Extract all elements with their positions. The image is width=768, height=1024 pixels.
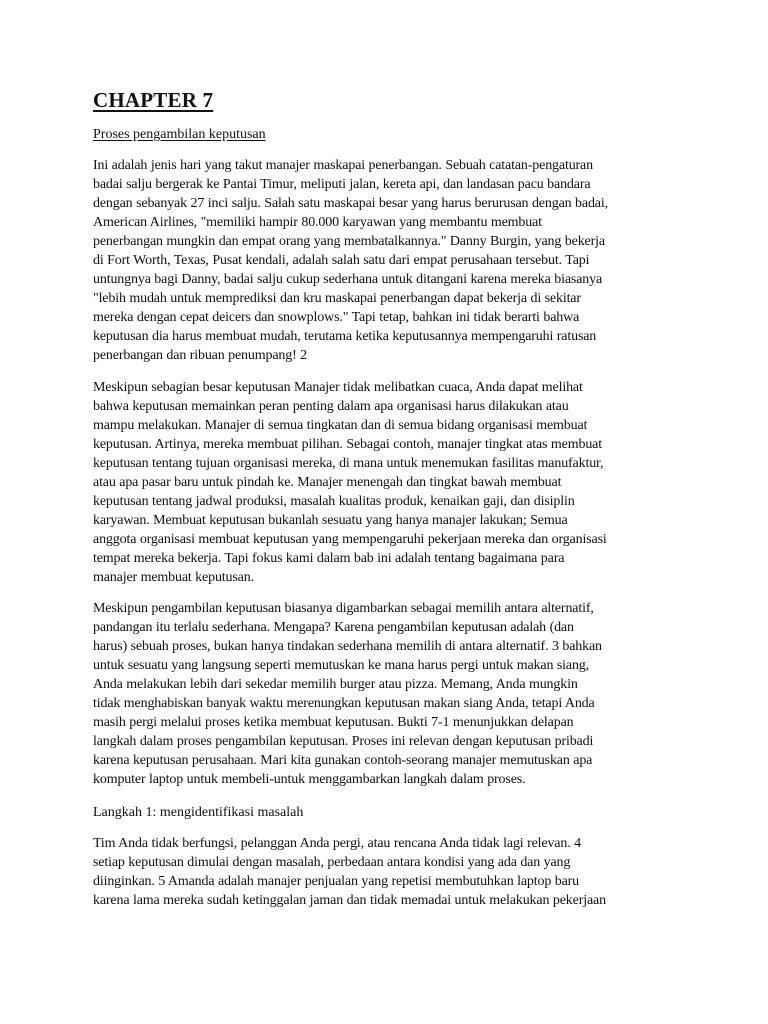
paragraph-line: badai salju bergerak ke Pantai Timur, meliputi jalan, kereta api, dan landasan pacu bandara [93,177,591,193]
paragraph-line: Anda melakukan lebih dari sekedar memilih burger atau pizza. Memang, Anda mungkin [93,677,578,693]
paragraph-line: bahwa keputusan memainkan peran penting dalam apa organisasi harus dilakukan atau [93,398,569,414]
paragraph-1 [93,156,678,366]
section-subtitle: Proses pengambilan keputusan [93,127,266,142]
paragraph-line: karyawan. Membuat keputusan bukanlah sesuatu yang hanya manajer lakukan; Semua [93,512,568,528]
paragraph-line: di Fort Worth, Texas, Pusat kendali, adalah salah satu dari empat perusahaan tersebut. Tapi [93,253,590,269]
paragraph-line: anggota organisasi membuat keputusan yang mempengaruhi pekerjaan mereka dan organisasi [93,531,607,547]
paragraph-line: manajer membuat keputusan. [93,569,254,585]
paragraph-line: American Airlines, "memiliki hampir 80.000 karyawan yang membantu membuat [93,215,542,231]
paragraph-2 [93,378,678,588]
paragraph-line: keputusan tentang jadwal produksi, masalah kualitas produk, kenaikan gaji, dan disiplin [93,493,575,509]
paragraph-line: Meskipun sebagian besar keputusan Manajer tidak melibatkan cuaca, Anda dapat melihat [93,379,583,395]
paragraph-line: dengan sebanyak 27 inci salju. Salah satu maskapai besar yang harus berurusan dengan badai, [93,196,608,212]
paragraph-line: untuk sesuatu yang langsung seperti memutuskan ke mana harus pergi untuk makan siang, [93,658,590,674]
paragraph-line: tempat mereka bekerja. Tapi fokus kami dalam bab ini adalah tentang bagaimana para [93,550,565,566]
paragraph-line: penerbangan mungkin dan empat orang yang membatalkannya." Danny Burgin, yang bekerja [93,234,605,250]
paragraph-line: mampu melakukan. Manajer di semua tingkatan dan di semua bidang organisasi membuat [93,417,588,433]
chapter-title: CHAPTER 7 [93,88,214,112]
paragraph-line: harus) sebuah proses, bukan hanya tindakan sederhana memilih di antara alternatif. 3 bahkan [93,639,602,655]
paragraph-3 [93,599,678,789]
paragraph-line: komputer laptop untuk membeli-untuk menggambarkan langkah dalam proses. [93,772,526,788]
paragraph-line: Meskipun pengambilan keputusan biasanya digambarkan sebagai memilih antara alternatif, [93,601,594,617]
paragraph-line: atau apa pasar baru untuk pindah ke. Manajer menengah dan tingkat bawah membuat [93,474,562,490]
document-body [93,86,678,910]
paragraph-line: pandangan itu terlalu sederhana. Mengapa? Karena pengambilan keputusan adalah (dan [93,620,574,636]
paragraph-line: penerbangan dan ribuan penumpang! 2 [93,348,308,364]
paragraph-line: mereka dengan cepat deicers dan snowplows." Tapi tetap, bahkan ini tidak berarti bahwa [93,310,580,326]
paragraph-line: keputusan dia harus membuat mudah, terutama ketika keputusannya mempengaruhi ratusan [93,329,597,345]
paragraph-line: karena lama mereka sudah ketinggalan jaman dan tidak memadai untuk melakukan pekerjaan [93,892,606,908]
paragraph-line: diinginkan. 5 Amanda adalah manajer penjualan yang repetisi membutuhkan laptop baru [93,873,580,889]
paragraph-line: untungnya bagi Danny, badai salju cukup sederhana untuk ditangani karena mereka biasanya [93,272,603,288]
paragraph-line: Tim Anda tidak berfungsi, pelanggan Anda pergi, atau rencana Anda tidak lagi relevan. 4 [93,835,581,851]
paragraph-line: masih pergi melalui proses ketika membuat keputusan. Bukti 7-1 menunjukkan delapan [93,715,574,731]
paragraph-line: keputusan. Artinya, mereka membuat pilihan. Sebagai contoh, manajer tingkat atas membuat [93,436,602,452]
paragraph-line: setiap keputusan dimulai dengan masalah, perbedaan antara kondisi yang ada dan yang [93,854,571,870]
paragraph-4 [93,834,678,910]
paragraph-line: karena keputusan perusahaan. Mari kita gunakan contoh-seorang manajer memutuskan apa [93,753,593,769]
paragraph-line: keputusan tentang tujuan organisasi mereka, di mana untuk menemukan fasilitas manufaktur, [93,455,604,471]
paragraph-line: Ini adalah jenis hari yang takut manajer maskapai penerbangan. Sebuah catatan-pengaturan [93,158,593,173]
step-1-heading: Langkah 1: mengidentifikasi masalah [93,804,304,820]
paragraph-line: langkah dalam proses pengambilan keputusan. Proses ini relevan dengan keputusan pribadi [93,734,594,750]
paragraph-line: "lebih mudah untuk memprediksi dan kru maskapai penerbangan dapat bekerja di sekitar [93,291,581,307]
paragraph-line: tidak menghabiskan banyak waktu merenungkan keputusan makan siang Anda, tetapi Anda [93,696,595,712]
